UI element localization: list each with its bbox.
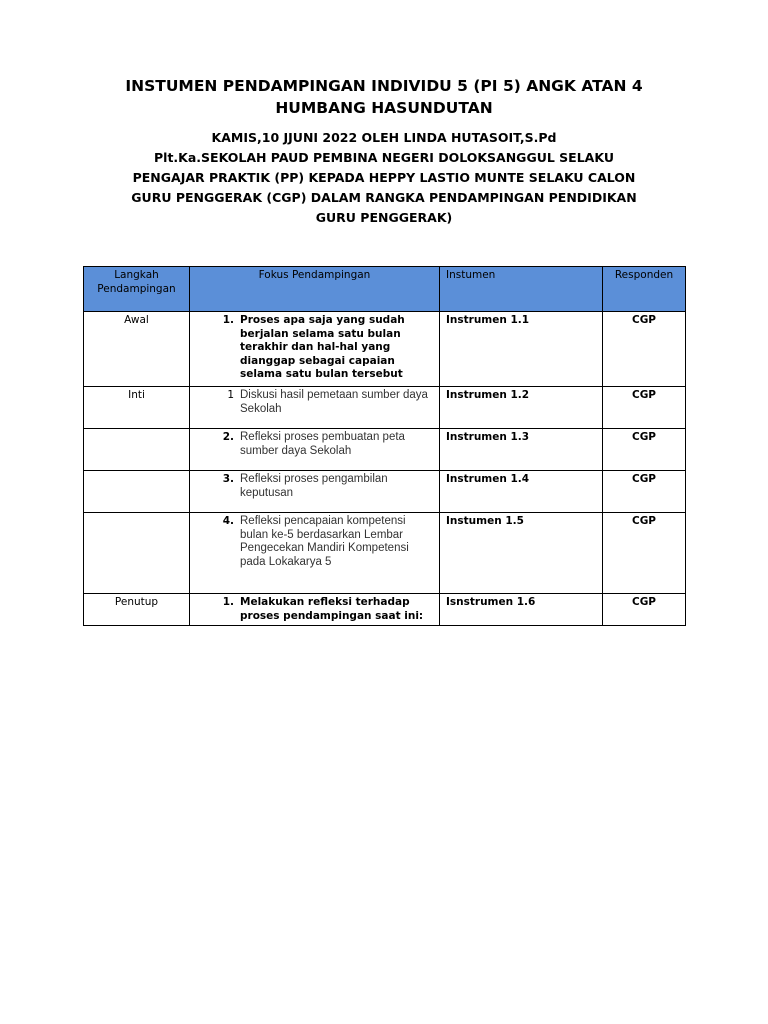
focus-cell [190,513,440,594]
instrument-cell: Isnstrumen 1.6 [440,594,603,626]
instrument-cell: Instrumen 1.1 [440,312,603,387]
focus-text: Refleksi proses pengambilan keputusan [240,473,388,499]
item-number: 2. [222,431,234,443]
table-row [84,312,686,387]
title-line-2: HUMBANG HASUNDUTAN [275,99,493,117]
instrument-cell: Instrumen 1.3 [440,429,603,471]
respondent-cell: CGP [603,429,686,471]
step-cell: Inti [84,387,190,429]
title-line-1: INSTUMEN PENDAMPINGAN INDIVIDU 5 (PI 5) ANGK ATAN 4 [125,77,643,95]
instrument-cell: Instumen 1.5 [440,513,603,594]
table-row [84,429,686,471]
respondent-cell: CGP [603,471,686,513]
step-cell: Penutup [84,594,190,626]
table-row [84,513,686,594]
subtitle-line-3: PENGAJAR PRAKTIK (PP) KEPADA HEPPY LASTIO MUNTE SELAKU CALON [132,170,636,185]
item-number: 4. [222,515,234,527]
step-cell [84,471,190,513]
item-number: 1. [222,314,234,326]
step-cell [84,429,190,471]
table-header-row [84,267,686,312]
header-instrument: Instumen [440,267,603,312]
subtitle-line-4: GURU PENGGERAK (CGP) DALAM RANGKA PENDAMPINGAN PENDIDIKAN [131,190,637,205]
focus-cell [190,312,440,387]
document-subtitle [110,128,658,228]
focus-text: Refleksi proses pembuatan peta sumber daya Sekolah [240,431,405,457]
subtitle-line-5: GURU PENGGERAK) [315,210,453,225]
header-step: Langkah Pendampingan [84,267,190,312]
focus-text: Melakukan refleksi terhadap proses pendampingan saat ini: [240,596,424,622]
step-cell: Awal [84,312,190,387]
instrument-cell: Instrumen 1.2 [440,387,603,429]
item-number: 3. [222,473,234,485]
table-row [84,594,686,626]
subtitle-line-1: KAMIS,10 JJUNI 2022 OLEH LINDA HUTASOIT,S.Pd [211,130,557,145]
focus-cell [190,471,440,513]
item-number: 1. [222,596,234,608]
respondent-cell: CGP [603,513,686,594]
focus-cell [190,594,440,626]
focus-text: Refleksi pencapaian kompetensi bulan ke-5 berdasarkan Lembar Pengecekan Mandiri Kompetensi pada Lokakarya 5 [240,515,409,568]
respondent-cell: CGP [603,594,686,626]
respondent-cell: CGP [603,312,686,387]
focus-text: Diskusi hasil pemetaan sumber daya Sekolah [240,389,428,415]
focus-cell [190,387,440,429]
document-title [0,75,768,119]
item-number: 1 [227,389,234,401]
step-cell [84,513,190,594]
mentoring-table [83,266,686,626]
respondent-cell: CGP [603,387,686,429]
table-row [84,471,686,513]
subtitle-line-2: Plt.Ka.SEKOLAH PAUD PEMBINA NEGERI DOLOKSANGGUL SELAKU [154,150,614,165]
focus-cell [190,429,440,471]
header-respondent: Responden [603,267,686,312]
focus-text: Proses apa saja yang sudah berjalan selama satu bulan terakhir dan hal-hal yang dianggap sebagai capaian selama satu bulan tersebut [240,314,405,380]
instrument-cell: Instrumen 1.4 [440,471,603,513]
table-row [84,387,686,429]
header-focus: Fokus Pendampingan [190,267,440,312]
